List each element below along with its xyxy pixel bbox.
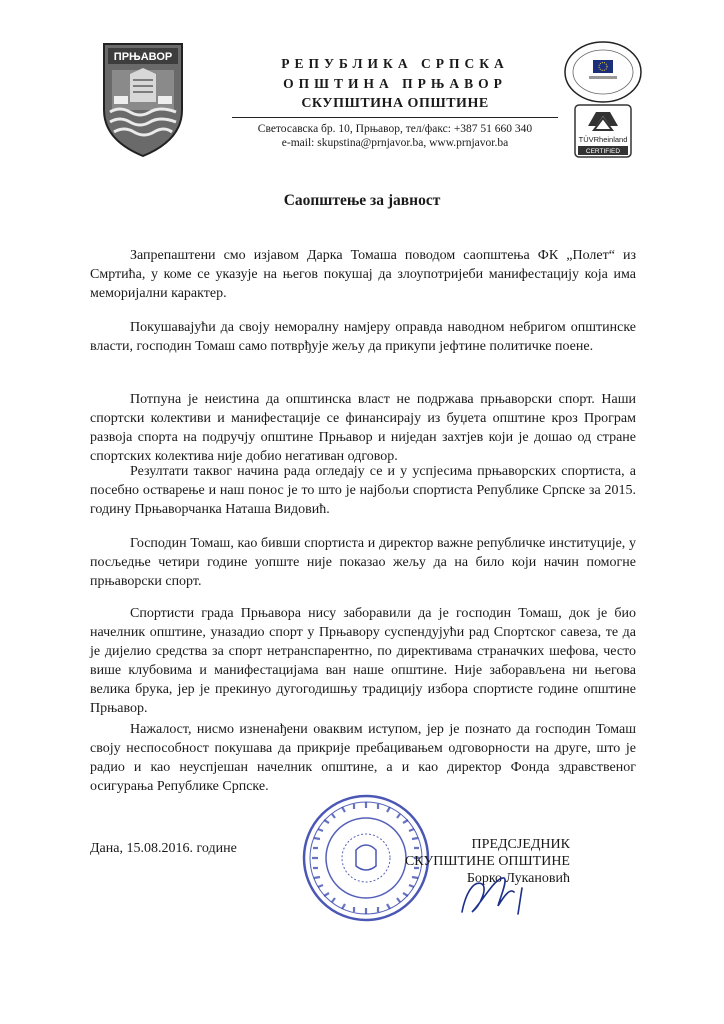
header-address: Светосавска бр. 10, Прњавор, тел/факс: +387 51 660 340 <box>257 123 533 135</box>
tuv-certified-badge <box>574 104 632 158</box>
paragraph: Запрепаштени смо изјавом Дарка Томаша поводом саопштења ФК „Полет“ из Смртића, у коме се указује на његов покушај да злоупотријеби манифестацију која има меморијални карактер. <box>90 248 636 301</box>
paragraph: Резултати таквог начина рада огледају се и у успјесима прњаворских спортиста, а посебно остварење и наш понос је то што је најбољи спортиста Републике Српске за 2015. годину Прњаворчанка Наташа Видовић. <box>90 464 636 517</box>
paragraph: Спортисти града Прњавора нису заборавили да је господин Томаш, док је био начелник општине, уназадио спорт у Прњавору суспендујући рад Спортског савеза, те да је дијелио средства за спорт нетранспарентно, по директивама страначких шефова, често више клубовима и манифестацијама ван наше општине. Није заборављена ни његова велика брука, јер је прекинуо дугогодишњу традицију избора спортисте године општине Прњавор. <box>90 606 636 716</box>
paragraph: Нажалост, нисмо изненађени оваквим иступом, јер је познато да господин Томаш своју неспособност покушава да прикрије пребацивањем одговорности на друге, што је радио и као неуспјешан начелник општине, а и као директор Фонда здравственог осигурања Републике Српске. <box>90 722 636 794</box>
signer-name: Борко Лукановић <box>466 871 570 886</box>
municipality-crest-logo <box>100 40 186 160</box>
header-divider <box>232 117 558 118</box>
paragraph: Господин Томаш, као бивши спортиста и директор важне републичке институције, у посљедње четири године уопште није показао жељу да на било који начин помогне прњаворски спорт. <box>90 536 636 589</box>
header-assembly: СКУПШТИНА ОПШТИНЕ <box>301 96 489 111</box>
signer-title: ПРЕДСЈЕДНИК <box>471 837 570 852</box>
document-title: Саопштење за јавност <box>283 192 441 209</box>
tuv-label: TÜVRheinland <box>578 135 628 144</box>
header-republic: РЕПУБЛИКА СРПСКА <box>281 56 509 71</box>
signer-title-body: СКУПШТИНЕ ОПШТИНЕ <box>404 854 570 869</box>
document-date: Дана, 15.08.2016. године <box>90 841 237 856</box>
svg-text:ПРЊАВОР: ПРЊАВОР <box>113 51 173 63</box>
paragraph: Покушавајући да своју неморалну намјеру оправда наводном небригом општинске власти, господин Томаш само потврђује жељу да прикупи јефтине политичке поене. <box>90 320 636 354</box>
header-municipality: ОПШТИНА ПРЊАВОР <box>283 76 507 91</box>
paragraph: Потпуна је неистина да општинска власт не подржава прњаворски спорт. Наши спортски колективи и манифестације се финансирају из буџета општине кроз Програм развоја спорта на подручју општине Прњавор и ниједан захтјев који је дошао од стране спортских колектива није добио негативан одговор. <box>90 392 636 464</box>
tuv-certified-label: CERTIFIED <box>585 148 621 155</box>
handwritten-signature <box>452 862 542 922</box>
header-contact: e-mail: skupstina@prnjavor.ba, www.prnjavor.ba <box>281 137 509 149</box>
